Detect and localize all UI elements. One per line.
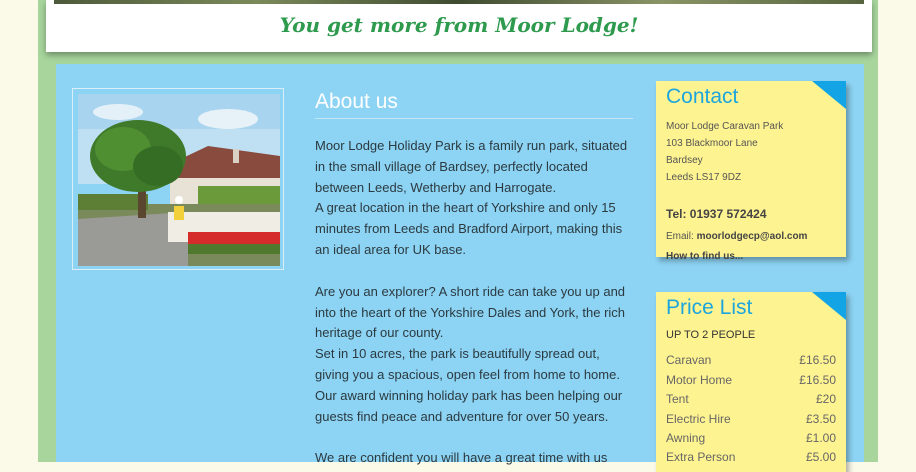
park-photo-frame [72,88,284,270]
price-row [666,431,836,445]
address-line: Bardsey [666,155,703,166]
how-to-find-us-link[interactable]: How to find us... [666,251,744,262]
main-content [56,64,864,466]
price-row [666,392,836,406]
email-link[interactable]: moorlodgecp@aol.com [696,231,808,242]
about-heading: About us [315,90,633,119]
folded-corner [812,292,846,320]
price-list-card [656,292,846,472]
price-value: £16.50 [799,353,836,367]
about-paragraph: Our award winning holiday park has been helping our guests find peace and adventure for over 50 years. [315,387,623,424]
email-line [666,231,807,242]
price-value: £1.00 [805,431,836,445]
about-paragraph: Are you an explorer? A short ride can take you up and into the heart of the Yorkshire Dales and York, the rich heritage of our county. [315,283,626,341]
price-list-heading: Price List [666,296,753,319]
price-item: Caravan [666,353,712,367]
header-banner [46,0,872,52]
price-value: £3.50 [805,412,836,426]
price-value: £16.50 [799,373,836,387]
price-row [666,353,836,367]
price-item: Extra Person [666,450,736,464]
about-paragraph: A great location in the heart of Yorkshire and only 15 minutes from Leeds and Bradford Airport, making this an ideal area for UK base. [315,200,623,257]
address-line: Moor Lodge Caravan Park [666,121,784,132]
contact-card [656,81,846,262]
tagline: You get more from Moor Lodge! [279,13,639,37]
price-item: Electric Hire [666,412,731,426]
about-paragraph: Set in 10 acres, the park is beautifully spread out, giving you a spacious, open feel from home to home. [315,346,620,382]
park-photo [78,94,280,266]
price-list-subtitle: UP TO 2 PEOPLE [666,329,756,341]
about-paragraph: We are confident you will have a great time with us [315,450,608,466]
price-item: Motor Home [666,373,733,387]
folded-corner [812,81,846,109]
address-line: 103 Blackmoor Lane [666,138,758,149]
phone-number[interactable]: Tel: 01937 572424 [666,207,767,221]
about-paragraph: Moor Lodge Holiday Park is a family run park, situated in the small village of Bardsey, perfectly located between Leeds, Wetherby and Harrogate. [315,138,628,195]
price-value: £5.00 [805,450,836,464]
contact-heading: Contact [666,85,739,108]
price-item: Awning [666,431,706,445]
about-text [315,136,635,469]
address-line: Leeds LS17 9DZ [666,172,742,183]
email-label: Email: [666,231,694,242]
banner-image-strip [54,0,864,4]
price-row [666,373,836,387]
price-value: £20 [815,392,836,406]
price-row [666,412,836,426]
price-item: Tent [666,392,689,406]
